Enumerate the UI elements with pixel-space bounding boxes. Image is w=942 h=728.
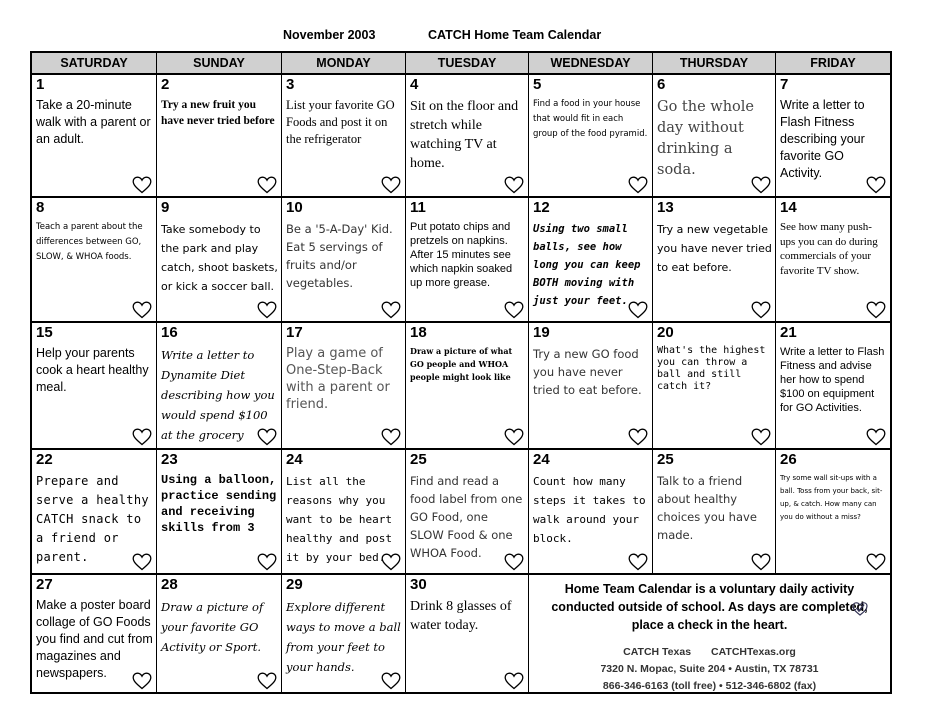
heart-checkbox-icon[interactable] [257,553,277,571]
activity-text: Try a new vegetable you have never tried to eat before. [657,223,772,274]
activity-text: List all the reasons why you want to be heart healthy and post it by your bed. [286,475,392,564]
info-line-2: conducted outside of school. As days are completed, [551,600,868,614]
day-number: 18 [410,324,427,341]
day-number: 24 [533,451,550,468]
day-number: 20 [657,324,674,341]
heart-checkbox-icon[interactable] [257,301,277,319]
day-number: 7 [780,76,789,93]
heart-checkbox-icon[interactable] [132,301,152,319]
info-line-3: place a check in the heart. [631,618,788,632]
activity-text: Write a letter to Flash Fitness and advise her how to spend $100 on equipment for GO Activities. [780,346,885,414]
day-cell [406,198,529,321]
heart-checkbox-icon[interactable] [381,672,401,690]
heart-checkbox-icon[interactable] [381,176,401,194]
activity-text: What's the highest you can throw a ball and still catch it? [657,345,766,392]
activity-text: List your favorite GO Foods and post it on the refrigerator [286,98,395,146]
heart-checkbox-icon[interactable] [132,176,152,194]
day-cell [32,75,157,196]
heart-checkbox-icon[interactable] [381,553,401,571]
activity-text: Try a new GO food you have never tried to eat before. [533,347,642,397]
heart-checkbox-icon[interactable] [751,176,771,194]
day-number: 23 [161,451,178,468]
weekday-monday: MONDAY [282,53,406,73]
day-cell [282,450,406,573]
heart-checkbox-icon[interactable] [504,301,524,319]
activity-text: See how many push-ups you can do during commercials of your favorite TV show. [780,221,878,277]
address: 7320 N. Mopac, Suite 204 • Austin, TX 78731 [600,663,819,675]
activity-text: Try a new fruit you have never tried before [161,99,275,127]
activity-text: Take somebody to the park and play catch, shoot baskets, or kick a soccer ball. [161,223,278,293]
activity-text: Explore different ways to move a ball from your feet to your hands. [286,600,401,674]
day-number: 22 [36,451,53,468]
activity-text: Draw a picture of what GO people and WHOA people might look like [410,346,513,382]
day-cell [157,75,282,196]
heart-checkbox-icon[interactable] [257,176,277,194]
heart-checkbox-icon[interactable] [628,176,648,194]
weekday-wednesday: WEDNESDAY [529,53,653,73]
day-cell [32,450,157,573]
heart-checkbox-icon[interactable] [628,428,648,446]
day-cell [282,198,406,321]
activity-text: Write a letter to Dynamite Diet describing how you would spend $100 at the grocery [161,348,275,442]
heart-checkbox-icon[interactable] [751,428,771,446]
day-cell [157,450,282,573]
week-row [32,448,890,573]
activity-text: Make a poster board collage of GO Foods you find and cut from magazines and newspapers. [36,598,153,680]
day-cell [653,323,776,448]
day-cell [776,323,890,448]
activity-text: Draw a picture of your favorite GO Activity or Sport. [161,600,264,654]
day-number: 9 [161,199,170,216]
day-number: 25 [657,451,674,468]
activity-text: Help your parents cook a heart healthy meal. [36,346,149,394]
calendar-title [283,28,703,46]
activity-text: Go the whole day without drinking a soda. [657,99,754,178]
activity-text: Count how many steps it takes to walk around your block. [533,475,646,545]
day-number: 14 [780,199,797,216]
day-cell [776,75,890,196]
day-number: 17 [286,324,303,341]
day-cell [776,450,890,573]
activity-text: Using two small balls, see how long you can keep BOTH moving with just your feet. [533,223,641,307]
activity-text: Play a game of One-Step-Back with a parent or friend. [286,346,390,412]
day-cell [406,450,529,573]
website-link[interactable]: CATCHTexas.org [711,646,796,658]
weekday-sunday: SUNDAY [157,53,282,73]
activity-text: Try some wall sit-ups with a ball. Toss from your back, sit-up, & catch. How many can you do without a miss? [780,474,883,521]
day-cell [282,75,406,196]
info-panel [529,575,890,692]
day-cell [157,198,282,321]
day-number: 4 [410,76,419,93]
day-cell [282,575,406,692]
day-cell [32,198,157,321]
day-cell [32,575,157,692]
day-cell [406,75,529,196]
day-cell [653,75,776,196]
activity-text: Sit on the floor and stretch while watching TV at home. [410,99,519,171]
heart-checkbox-icon[interactable] [628,553,648,571]
day-number: 10 [286,199,303,216]
heart-checkbox-icon[interactable] [866,176,886,194]
day-cell [529,450,653,573]
heart-checkbox-icon[interactable] [504,176,524,194]
week-row [32,573,890,692]
day-number: 8 [36,199,45,216]
week-row [32,196,890,321]
day-cell [776,198,890,321]
activity-text: Put potato chips and pretzels on napkins. After 15 minutes see which napkin soaked up more grease. [410,221,513,289]
day-cell [157,323,282,448]
day-cell [406,323,529,448]
day-cell [157,575,282,692]
heart-checkbox-icon[interactable] [257,672,277,690]
activity-text: Write a letter to Flash Fitness describing your favorite GO Activity. [780,98,865,180]
heart-checkbox-icon[interactable] [381,428,401,446]
day-number: 28 [161,576,178,593]
day-number: 13 [657,199,674,216]
calendar-name: CATCH Home Team Calendar [428,28,602,42]
day-number: 12 [533,199,550,216]
heart-checkbox-icon[interactable] [751,553,771,571]
activity-text: Prepare and serve a healthy CATCH snack to a friend or parent. [36,474,149,564]
day-number: 24 [286,451,303,468]
heart-checkbox-icon[interactable] [132,428,152,446]
phone-numbers: 866-346-6163 (toll free) • 512-346-6802 (fax) [602,680,817,692]
activity-text: Take a 20-minute walk with a parent or an adult. [36,98,151,146]
week-row [32,321,890,448]
week-row [32,73,890,196]
weekday-header [32,53,890,73]
day-number: 3 [286,76,295,93]
day-cell [529,198,653,321]
activity-text: Teach a parent about the differences between GO, SLOW, & WHOA foods. [36,222,143,262]
heart-checkbox-icon[interactable] [132,553,152,571]
day-number: 6 [657,76,666,93]
day-number: 30 [410,576,427,593]
heart-checkbox-icon[interactable] [866,301,886,319]
weekday-tuesday: TUESDAY [406,53,529,73]
heart-checkbox-icon[interactable] [504,672,524,690]
weekday-saturday: SATURDAY [32,53,157,73]
heart-checkbox-icon[interactable] [381,301,401,319]
heart-checkbox-icon[interactable] [628,301,648,319]
month-label: November 2003 [283,28,376,42]
day-number: 2 [161,76,170,93]
activity-text: Be a '5-A-Day' Kid. Eat 5 servings of fruits and/or vegetables. [286,222,393,290]
day-number: 16 [161,324,178,341]
heart-checkbox-icon[interactable] [132,672,152,690]
day-cell [529,75,653,196]
activity-text: Talk to a friend about healthy choices you have made. [657,474,757,542]
calendar-grid [30,51,892,694]
day-cell [282,323,406,448]
heart-checkbox-icon[interactable] [866,553,886,571]
day-cell [529,323,653,448]
day-number: 5 [533,76,542,93]
activity-text: Drink 8 glasses of water today. [410,599,512,633]
day-number: 21 [780,324,797,341]
day-cell [406,575,529,692]
weekday-thursday: THURSDAY [653,53,776,73]
heart-checkbox-icon[interactable] [504,553,524,571]
day-number: 19 [533,324,550,341]
day-number: 29 [286,576,303,593]
activity-text: Find a food in your house that would fit in each group of the food pyramid. [533,99,648,139]
activity-text: Find and read a food label from one GO Food, one SLOW Food & one WHOA Food. [410,474,523,560]
heart-checkbox-icon[interactable] [866,428,886,446]
heart-checkbox-icon[interactable] [751,301,771,319]
day-cell [32,323,157,448]
day-number: 11 [410,199,426,216]
day-number: 25 [410,451,427,468]
day-number: 27 [36,576,53,593]
heart-checkbox-icon[interactable] [504,428,524,446]
day-number: 15 [36,324,53,341]
day-number: 1 [36,76,45,93]
info-line-1: Home Team Calendar is a voluntary daily activity [564,582,855,596]
heart-checkbox-icon[interactable] [257,428,277,446]
heart-check-icon [852,601,868,617]
weekday-friday: FRIDAY [810,56,856,70]
day-number: 26 [780,451,797,468]
day-cell [653,198,776,321]
org-name: CATCH Texas [623,646,692,658]
activity-text: Using a balloon, practice sending and receiving skills from 3 [161,473,277,535]
day-cell [653,450,776,573]
